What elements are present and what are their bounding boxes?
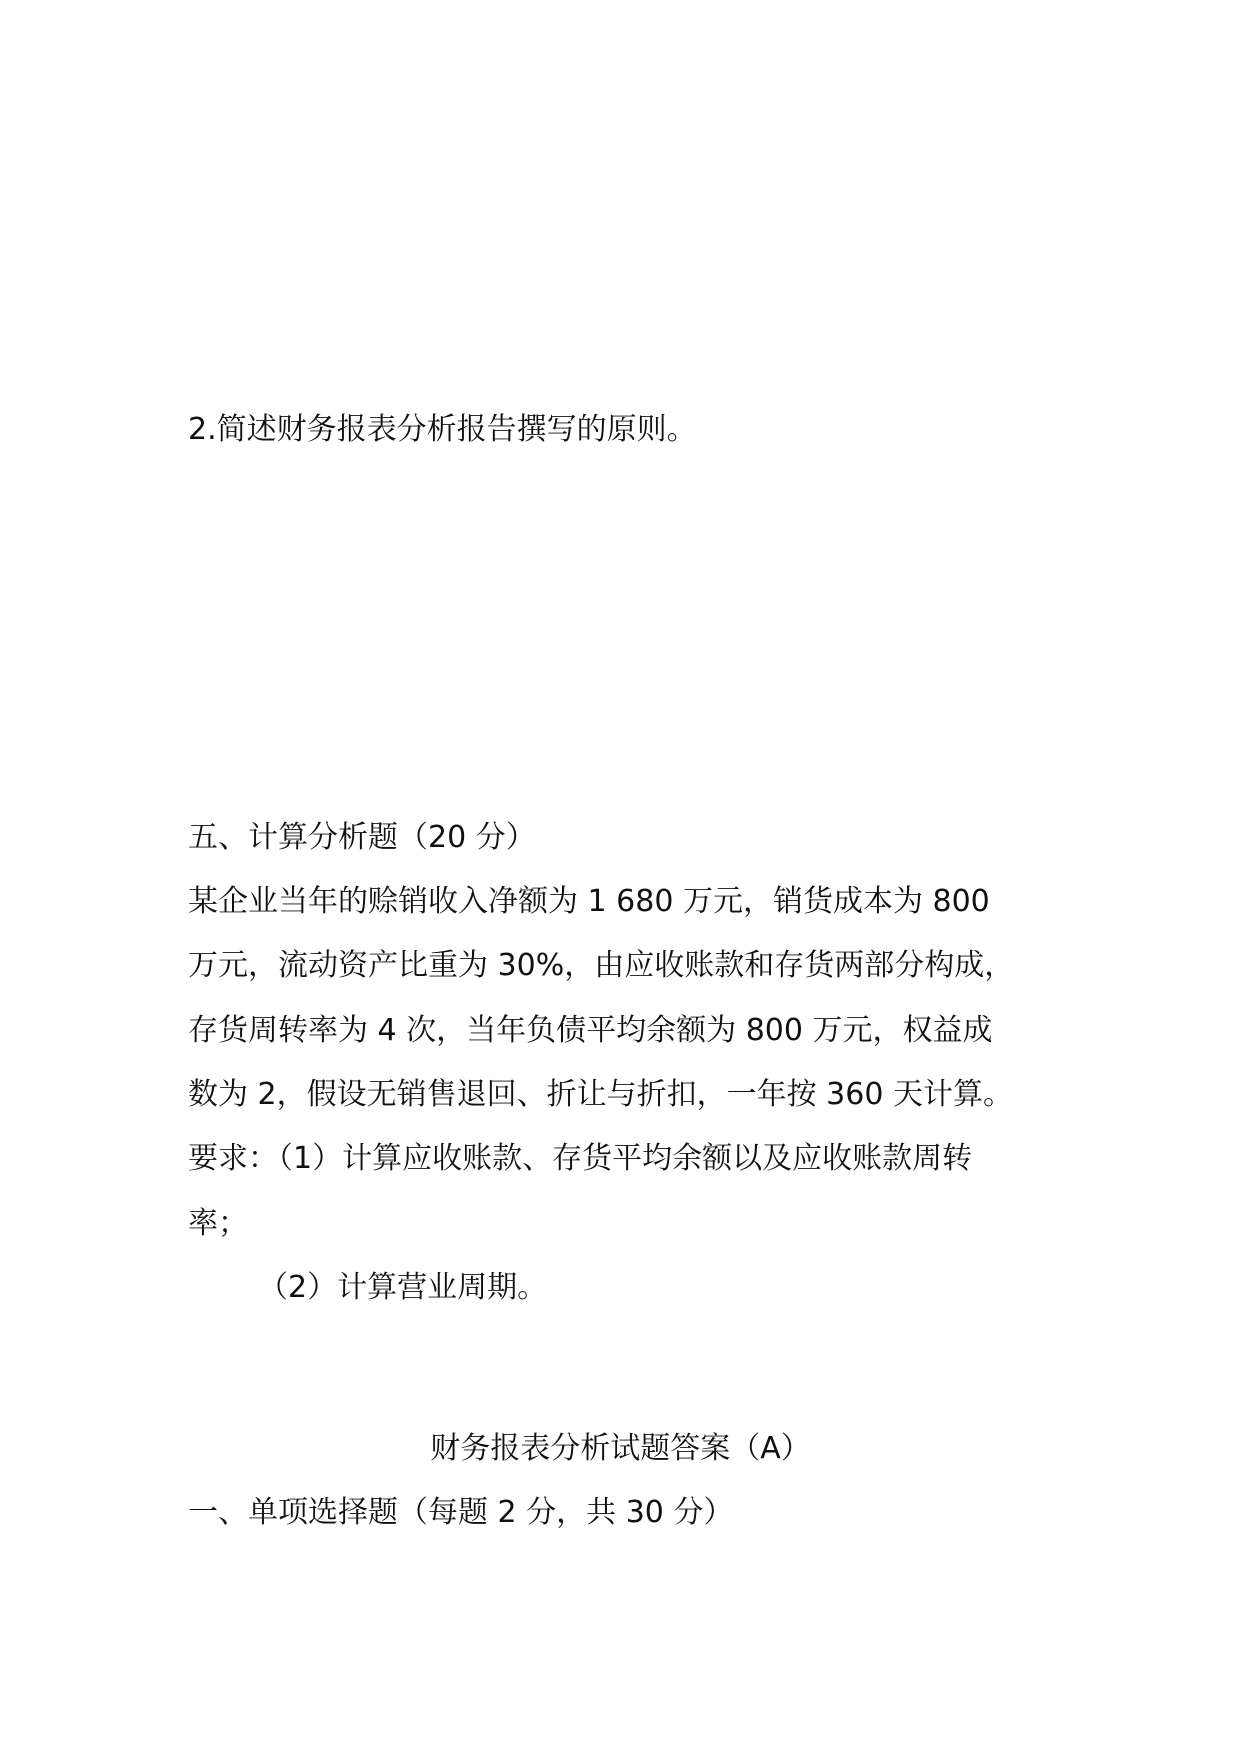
question-2-text: 2.简述财务报表分析报告撰写的原则。 <box>188 412 697 447</box>
body-line: 某企业当年的赊销收入净额为 1 680 万元，销货成本为 800 <box>188 884 990 919</box>
body-line: 率； <box>188 1206 248 1241</box>
answer-title: 财务报表分析试题答案（A） <box>430 1431 811 1466</box>
section-5-heading: 五、计算分析题（20 分） <box>188 820 536 855</box>
body-line: 要求：（1）计算应收账款、存货平均余额以及应收账款周转 <box>188 1141 973 1176</box>
body-line: 存货周转率为 4 次，当年负债平均余额为 800 万元，权益成 <box>188 1013 993 1048</box>
answer-section-1-heading: 一、单项选择题（每题 2 分，共 30 分） <box>188 1495 734 1530</box>
requirement-2: （2）计算营业周期。 <box>258 1270 548 1305</box>
body-line: 万元，流动资产比重为 30%，由应收账款和存货两部分构成， <box>188 948 1015 983</box>
body-line: 数为 2，假设无销售退回、折让与折扣，一年按 360 天计算。 <box>188 1077 1013 1112</box>
